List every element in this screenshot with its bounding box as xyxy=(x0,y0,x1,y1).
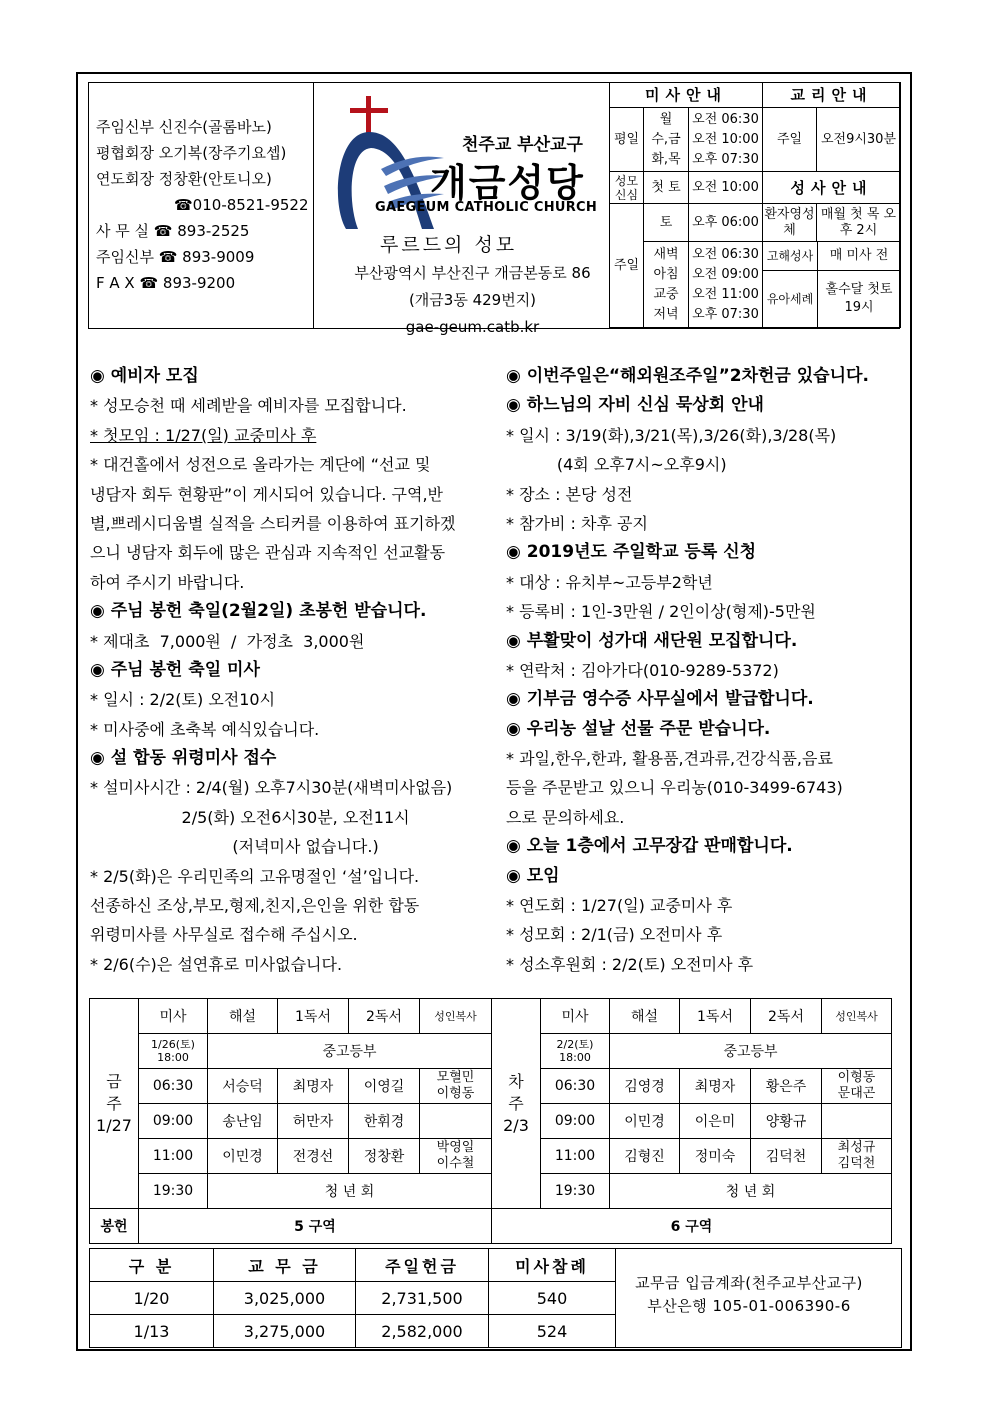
staff-line: ☎010-8521-9522 xyxy=(174,196,309,214)
announcement-line: * 참가비 : 차후 공지 xyxy=(506,513,648,533)
next-week-label: 차 주 2/3 xyxy=(492,999,541,1209)
roster-cell: 06:30 xyxy=(139,1069,208,1104)
this-week-label: 금 주 1/27 xyxy=(90,999,139,1209)
roster-header: 해설 xyxy=(610,999,680,1034)
section-heading: ◉ 주님 봉헌 축일(2월2일) 초봉헌 받습니다. xyxy=(90,601,427,622)
offering-label: 봉헌 xyxy=(90,1209,139,1244)
sat-date: 2/2(토) 18:00 xyxy=(541,1034,610,1069)
sacrament-baptism-time: 홀수달 첫토 19시 xyxy=(825,281,893,315)
announcement-line: * 첫모임 : 1/27(일) 교중미사 후 xyxy=(90,425,317,445)
totals-cell: 1/13 xyxy=(90,1315,214,1348)
roster-cell: 11:00 xyxy=(541,1139,610,1174)
catechism-day: 주일 xyxy=(763,108,817,172)
announcement-line: * 연도회 : 1/27(일) 교중미사 후 xyxy=(506,896,733,916)
bank-line-1: 교무금 입금계좌(천주교부산교구) xyxy=(635,1274,863,1292)
announcement-line: 으니 냉담자 회두에 많은 관심과 지속적인 선교활동 xyxy=(90,543,446,563)
sat-group: 중고등부 xyxy=(208,1034,492,1069)
sun-main: 교중 xyxy=(653,286,679,302)
totals-header: 구 분 xyxy=(90,1249,214,1282)
sun-evening-time: 오후 07:30 xyxy=(692,306,759,322)
roster-cell: 박영일 이수철 xyxy=(420,1139,492,1174)
totals-header: 주일헌금 xyxy=(356,1249,489,1282)
sun-dawn-time: 오전 06:30 xyxy=(692,246,759,262)
announcement-line: * 미사중에 초축복 예식있습니다. xyxy=(90,719,320,739)
diocese-name: 천주교 부산교구 xyxy=(462,135,583,155)
roster-cell: 최성규 김덕천 xyxy=(822,1139,892,1174)
section-heading: ◉ 이번주일은“해외원조주일”2차헌금 있습니다. xyxy=(506,366,869,386)
announcement-line: 선종하신 조상,부모,형제,친지,은인을 위한 합동 xyxy=(90,896,420,916)
roster-header: 미사 xyxy=(541,999,610,1034)
roster-cell: 김영경 xyxy=(610,1069,680,1104)
announcement-line: 하여 주시기 바랍니다. xyxy=(90,572,245,592)
announcement-line: 별,쁘레시디움별 실적을 스티커를 이용하여 표기하겠 xyxy=(90,513,456,533)
announcement-line: (4회 오후7시~오후9시) xyxy=(506,455,727,475)
announcement-line: (저녁미사 없습니다.) xyxy=(90,837,379,857)
announcement-line: * 과일,한우,한과, 활용품,견과류,건강식품,음료 xyxy=(506,749,833,769)
roster-cell: 최명자 xyxy=(278,1069,349,1104)
roster-header: 1독서 xyxy=(278,999,349,1034)
section-heading: ◉ 우리농 설날 선물 주문 받습니다. xyxy=(506,718,771,739)
sacrament-title: 성사안내 xyxy=(763,172,901,204)
offering-this-week: 5 구역 xyxy=(139,1209,492,1244)
section-heading: ◉ 주님 봉헌 축일 미사 xyxy=(90,659,260,680)
roster-header: 성인복사 xyxy=(822,999,892,1034)
roster-cell: 이은미 xyxy=(680,1104,751,1139)
sun-main-time: 오전 11:00 xyxy=(692,286,759,302)
sat-group: 중고등부 xyxy=(610,1034,892,1069)
section-heading: ◉ 예비자 모집 xyxy=(90,366,199,386)
sacrament-baptism: 유아세례 xyxy=(763,270,818,327)
staff-line: 주임신부 신진수(골롬바노) xyxy=(96,118,272,136)
totals-cell: 540 xyxy=(489,1282,616,1315)
sat-date: 1/26(토) 18:00 xyxy=(139,1034,208,1069)
announcement-line: * 장소 : 본당 성전 xyxy=(506,484,633,504)
roster-cell: 모혈민 이형동 xyxy=(420,1069,492,1104)
sat-devotion-time: 오전 10:00 xyxy=(689,172,763,204)
roster-header: 1독서 xyxy=(680,999,751,1034)
catechism-title: 교리안내 xyxy=(763,83,901,108)
sacrament-confession-time: 매 미사 전 xyxy=(818,242,901,270)
roster-cell: 김형진 xyxy=(610,1139,680,1174)
roster-cell: 09:00 xyxy=(139,1104,208,1139)
section-heading: ◉ 하느님의 자비 신심 묵상회 안내 xyxy=(506,395,764,416)
section-heading: ◉ 설 합동 위령미사 접수 xyxy=(90,748,277,769)
sacrament-communion-time: 매월 첫 목 오후 2시 xyxy=(817,204,901,242)
catechism-time: 오전9시30분 xyxy=(817,108,901,172)
announcement-line: * 대건홀에서 성전으로 올라가는 계단에 “선교 및 xyxy=(90,455,431,475)
address-line-2: (개금3동 429번지) xyxy=(408,291,537,309)
roster-header: 2독서 xyxy=(751,999,822,1034)
roster-cell: 06:30 xyxy=(541,1069,610,1104)
staff-line: 연도회장 정창환(안토니오) xyxy=(96,170,272,188)
totals-cell: 3,275,000 xyxy=(214,1315,356,1348)
roster-cell: 이영길 xyxy=(349,1069,420,1104)
announcement-line: 냉담자 회두 현황판”이 게시되어 있습니다. 구역,반 xyxy=(90,484,444,504)
roster-header: 미사 xyxy=(139,999,208,1034)
announcement-line: 등을 주문받고 있으니 우리농(010-3499-6743) xyxy=(506,778,843,798)
staff-line: 주임신부 ☎ 893-9009 xyxy=(96,248,255,266)
day-wed-fri: 수,금 xyxy=(651,131,681,147)
announcement-line: * 연락처 : 김아가다(010-9289-5372) xyxy=(506,660,779,680)
roster-cell: 전경선 xyxy=(278,1139,349,1174)
roster-cell: 이민경 xyxy=(208,1139,278,1174)
totals-cell: 2,582,000 xyxy=(356,1315,489,1348)
patron-saint: 루르드의 성모 xyxy=(380,234,518,256)
announcement-line: * 성모승천 때 세례받을 예비자를 모집합니다. xyxy=(90,396,407,416)
roster-cell: 황은주 xyxy=(751,1069,822,1104)
bank-account xyxy=(604,1272,894,1318)
evening-group: 청 년 회 xyxy=(610,1174,892,1209)
roster-header: 해설 xyxy=(208,999,278,1034)
sun-evening: 저녁 xyxy=(653,306,679,322)
roster-cell: 11:00 xyxy=(139,1139,208,1174)
roster-cell: 한휘경 xyxy=(349,1104,420,1139)
sacrament-confession: 고해성사 xyxy=(763,242,818,270)
sun-morning: 아침 xyxy=(653,266,679,282)
announcement-line: * 일시 : 2/2(토) 오전10시 xyxy=(90,690,276,710)
sun-morning-time: 오전 09:00 xyxy=(692,266,759,282)
roster-header: 성인복사 xyxy=(420,999,492,1034)
roster-cell: 허만자 xyxy=(278,1104,349,1139)
announcement-line: 위령미사를 사무실로 접수해 주십시오. xyxy=(90,925,358,945)
announcement-line: * 성소후원회 : 2/2(토) 오전미사 후 xyxy=(506,954,754,974)
roster-cell: 송난임 xyxy=(208,1104,278,1139)
time-mon: 오전 06:30 xyxy=(692,111,759,127)
totals-header: 교 무 금 xyxy=(214,1249,356,1282)
roster-cell: 09:00 xyxy=(541,1104,610,1139)
totals-cell: 2,731,500 xyxy=(356,1282,489,1315)
roster-cell: 최명자 xyxy=(680,1069,751,1104)
church-name: 개금성당 xyxy=(430,161,585,205)
staff-line: 평협회장 오기복(장주기요셉) xyxy=(96,144,287,162)
sat-day: 토 xyxy=(644,204,689,242)
totals-header: 미사참례 xyxy=(489,1249,616,1282)
roster-cell: 정미숙 xyxy=(680,1139,751,1174)
announcement-line: * 등록비 : 1인-3만원 / 2인이상(형제)-5만원 xyxy=(506,602,816,622)
section-heading: ◉ 부활맞이 성가대 새단원 모집합니다. xyxy=(506,630,798,651)
sat-time: 오후 06:00 xyxy=(689,204,763,242)
roster-cell: 이민경 xyxy=(610,1104,680,1139)
offering-next-week: 6 구역 xyxy=(492,1209,892,1244)
totals-cell: 3,025,000 xyxy=(214,1282,356,1315)
weekday-label: 평일 xyxy=(610,108,644,172)
time-wed-fri: 오전 10:00 xyxy=(692,131,759,147)
staff-line: F A X ☎ 893-9200 xyxy=(96,274,236,292)
totals-cell: 1/20 xyxy=(90,1282,214,1315)
announcement-line: * 2/5(화)은 우리민족의 고유명절인 ‘설’입니다. xyxy=(90,866,420,886)
time-tue-thu: 오후 07:30 xyxy=(692,151,759,167)
announcement-line: * 설미사시간 : 2/4(월) 오후7시30분(새벽미사없음) xyxy=(90,778,453,798)
roster-cell: 정창환 xyxy=(349,1139,420,1174)
announcement-line: * 성모회 : 2/1(금) 오전미사 후 xyxy=(506,925,723,945)
evening-time: 19:30 xyxy=(139,1174,208,1209)
website-link[interactable]: gae-geum.catb.kr xyxy=(405,318,540,336)
announcement-line: * 대상 : 유치부~고등부2학년 xyxy=(506,572,713,592)
section-heading: ◉ 2019년도 주일학교 등록 신청 xyxy=(506,542,757,563)
announcement-line: 으로 문의하세요. xyxy=(506,807,625,827)
section-heading: ◉ 기부금 영수증 사무실에서 발급합니다. xyxy=(506,689,814,710)
section-heading: ◉ 오늘 1층에서 고무장갑 판매합니다. xyxy=(506,836,793,857)
right-announcements xyxy=(506,362,906,979)
left-announcements xyxy=(90,362,500,979)
roster-cell: 김덕천 xyxy=(751,1139,822,1174)
roster-cell xyxy=(822,1104,892,1139)
staff-list xyxy=(96,114,316,296)
announcement-line: * 일시 : 3/19(화),3/21(목),3/26(화),3/28(목) xyxy=(506,425,837,445)
roster-table xyxy=(89,998,892,1244)
staff-line: 사 무 실 ☎ 893-2525 xyxy=(96,222,250,240)
evening-group: 청 년 회 xyxy=(208,1174,492,1209)
mass-guide-title: 미사안내 xyxy=(610,83,763,108)
day-mon: 월 xyxy=(659,111,673,127)
address xyxy=(325,260,620,341)
address-line-1: 부산광역시 부산진구 개금본동로 86 xyxy=(354,264,591,282)
announcement-line: * 제대초 7,000원 / 가정초 3,000원 xyxy=(90,631,365,651)
announcement-line: * 2/6(수)은 설연휴로 미사없습니다. xyxy=(90,954,343,974)
bank-line-2: 부산은행 105-01-006390-6 xyxy=(647,1297,851,1315)
totals-cell: 524 xyxy=(489,1315,616,1348)
roster-cell: 이형동 문대곤 xyxy=(822,1069,892,1104)
sat-devotion-label: 성모신심 xyxy=(610,172,644,204)
day-tue-thu: 화,목 xyxy=(651,151,681,167)
evening-time: 19:30 xyxy=(541,1174,610,1209)
roster-cell: 양황규 xyxy=(751,1104,822,1139)
sacrament-communion: 환자영성체 xyxy=(763,204,817,242)
sat-devotion-day: 첫 토 xyxy=(644,172,689,204)
church-name-en: GAEGEUM CATHOLIC CHURCH xyxy=(375,200,598,215)
sunday-label: 주일 xyxy=(610,204,644,328)
sun-dawn: 새벽 xyxy=(653,246,679,262)
roster-header: 2독서 xyxy=(349,999,420,1034)
section-heading: ◉ 모임 xyxy=(506,865,560,886)
roster-cell: 서승덕 xyxy=(208,1069,278,1104)
roster-cell xyxy=(420,1104,492,1139)
schedule-table xyxy=(609,82,901,328)
announcement-line: 2/5(화) 오전6시30분, 오전11시 xyxy=(90,807,410,827)
